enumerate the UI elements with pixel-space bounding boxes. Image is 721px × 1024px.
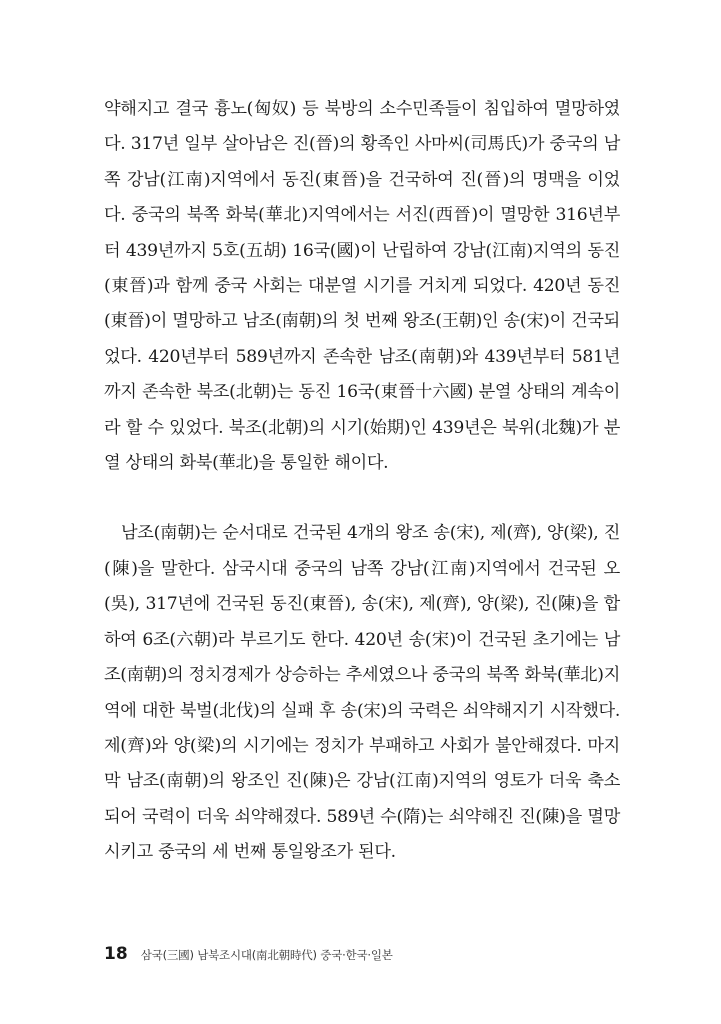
paragraph-2: 남조(南朝)는 순서대로 건국된 4개의 왕조 송(宋), 제(齊), 양(梁), 진(陳)을 말한다. 삼국시대 중국의 남쪽 강남(江南)지역에서 건국된 오(吳), 317년에 건국된 동진(東晉), 송(宋), 제(齊), 양(梁), 진(陳)을 합하여 6조(六朝)라 부르기도 한다. 420년 송(宋)이 건국된 초기에는 남조(南朝)의 정치경제가 상승하는 추세였으나 중국의 북쪽 화북(華北)지역에 대한 북벌(北伐)의 실패 후 송(宋)의 국력은 쇠약해지기 시작했다. 제(齊)와 양(梁)의 시기에는 정치가 부패하고 사회가 불안해졌다. 마지막 남조(南朝)의 왕조인 진(陳)은 강남(江南)지역의 영토가 더욱 축소되어 국력이 더욱 쇠약해졌다. 589년 수(隋)는 쇠약해진 진(陳)을 멸망시키고 중국의 세 번째 통일왕조가 된다. [104, 523, 620, 863]
running-title: 삼국(三國) 남북조시대(南北朝時代) 중국·한국·일본 [140, 948, 393, 962]
page-number: 18 [104, 944, 128, 964]
body-text [104, 92, 620, 871]
paragraph-1: 약해지고 결국 흉노(匈奴) 등 북방의 소수민족들이 침입하여 멸망하였다. 317년 일부 살아남은 진(晉)의 황족인 사마씨(司馬氏)가 중국의 남쪽 강남(江南)지역에서 동진(東晉)을 건국하여 진(晉)의 명맥을 이었다. 중국의 북쪽 화북(華北)지역에서는 서진(西晉)이 멸망한 316년부터 439년까지 5호(五胡) 16국(國)이 난립하여 강남(江南)지역의 동진(東晉)과 함께 중국 사회는 대분열 시기를 거치게 되었다. 420년 동진(東晉)이 멸망하고 남조(南朝)의 첫 번째 왕조(王朝)인 송(宋)이 건국되었다. 420년부터 589년까지 존속한 남조(南朝)와 439년부터 581년까지 존속한 북조(北朝)는 동진 16국(東晉十六國) 분열 상태의 계속이라 할 수 있었다. 북조(北朝)의 시기(始期)인 439년은 북위(北魏)가 분열 상태의 화북(華北)을 통일한 해이다. [104, 99, 620, 474]
page-footer [104, 944, 624, 964]
